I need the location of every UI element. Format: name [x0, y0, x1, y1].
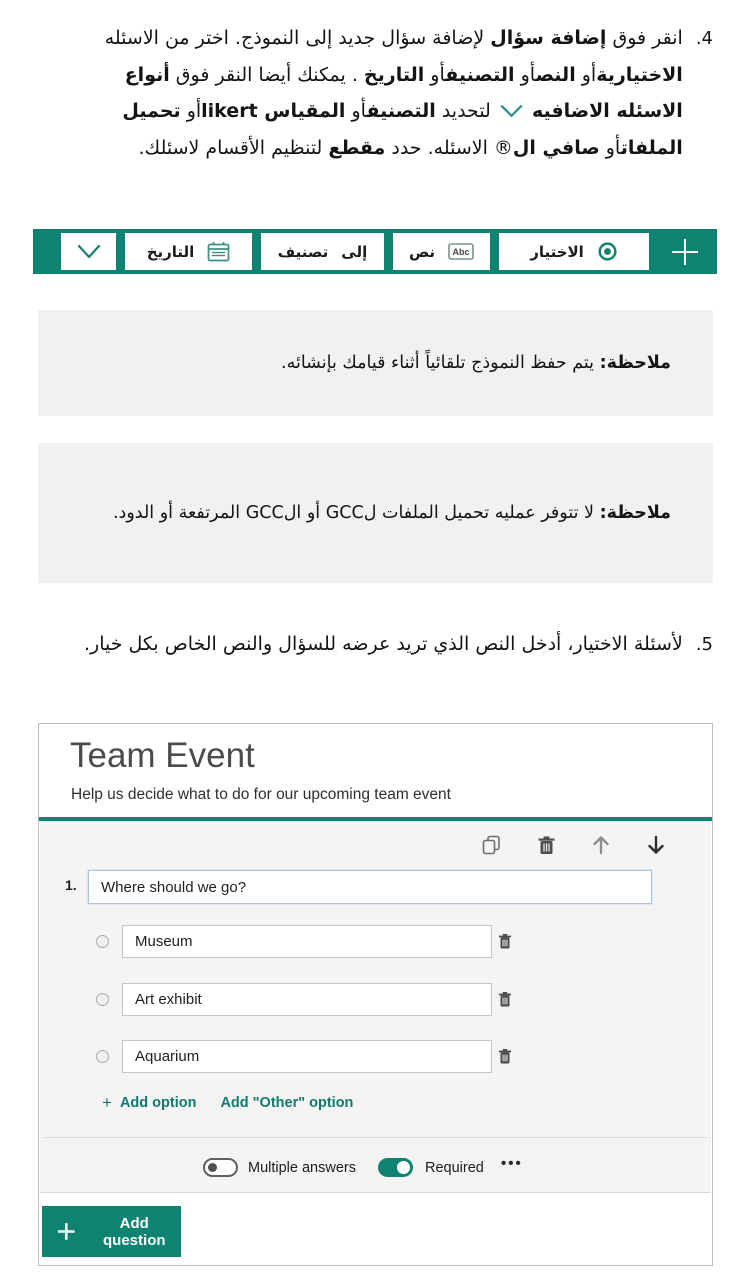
calendar-icon	[207, 241, 230, 262]
note-box-gcc	[38, 443, 713, 583]
delete-icon	[499, 992, 511, 1007]
text-question-button[interactable]	[393, 233, 490, 270]
option-radio[interactable]	[96, 935, 109, 948]
question-toolbar	[480, 834, 667, 856]
date-question-button[interactable]	[125, 233, 252, 270]
option-row	[40, 1040, 711, 1073]
form-title[interactable]: Team Event	[70, 736, 255, 775]
add-question-type-button[interactable]	[658, 229, 712, 274]
copy-icon	[482, 835, 501, 855]
question-text-input[interactable]: Where should we go?	[88, 870, 652, 904]
delete-option-button[interactable]	[499, 992, 511, 1010]
note-text: ملاحظة: يتم حفظ النموذج تلقائياً أثناء قيامك بإنشائه.	[281, 353, 671, 373]
rating-question-button[interactable]	[261, 233, 384, 270]
delete-question-button[interactable]	[535, 834, 557, 856]
delete-icon	[499, 1049, 511, 1064]
step-4-number: 4.	[695, 28, 713, 49]
plus-icon: +	[102, 1093, 112, 1112]
more-options-button[interactable]: •••	[501, 1155, 523, 1172]
question-number: 1.	[65, 877, 77, 893]
option-row	[40, 925, 711, 958]
move-down-icon	[647, 835, 665, 855]
add-question-button[interactable]: Add question	[42, 1206, 181, 1257]
question-editor	[40, 821, 711, 1193]
note-box-autosave	[38, 310, 713, 416]
move-up-button[interactable]	[590, 834, 612, 856]
radio-icon	[597, 241, 618, 262]
form-subtitle[interactable]: Help us decide what to do for our upcoming team event	[71, 786, 451, 803]
option-row	[40, 983, 711, 1016]
step-4-text: انقر فوق إضافة سؤال لإضافة سؤال جديد إلى النموذج. اختر من الاسئله الاختياريةأو النصأو التصنيفأو التاريخ . يمكنك أيضا النقر فوق أنواع الاسئله الاضافيه لتحديد التصنيفأو المقياس likertأو تحميل الملفاتأو صافي ال® الاسئله. حدد مقطع لتنظيم الأقسام لاسئلك.	[104, 27, 683, 159]
plus-icon	[666, 233, 704, 271]
note-label: ملاحظة:	[599, 503, 671, 523]
choice-question-button[interactable]	[499, 233, 649, 270]
plus-icon	[57, 1222, 76, 1241]
move-down-button[interactable]	[645, 834, 667, 856]
step-5-number: 5.	[695, 634, 713, 655]
option-radio[interactable]	[96, 993, 109, 1006]
forms-editor-card	[38, 723, 713, 1266]
more-question-types-button[interactable]	[61, 233, 116, 270]
add-option-row	[102, 1093, 353, 1113]
option-text-input[interactable]: Museum	[122, 925, 492, 958]
add-other-option-button[interactable]: Add "Other" option	[220, 1095, 354, 1111]
svg-text:Abc: Abc	[452, 247, 470, 257]
step-5	[57, 626, 713, 664]
divider	[44, 1137, 707, 1138]
delete-option-button[interactable]	[499, 1049, 511, 1067]
required-label: Required	[425, 1160, 484, 1176]
note-text: ملاحظة: لا تتوفر عمليه تحميل الملفات لGCC أو الGCC المرتفعة أو الدود.	[112, 503, 671, 523]
delete-icon	[499, 934, 511, 949]
option-text-input[interactable]: Aquarium	[122, 1040, 492, 1073]
delete-option-button[interactable]	[499, 934, 511, 952]
chevron-down-icon	[76, 243, 102, 261]
note-label: ملاحظة:	[599, 353, 671, 373]
option-radio[interactable]	[96, 1050, 109, 1063]
rating-label: تصنيف	[277, 242, 329, 261]
question-type-toolbar	[33, 229, 717, 274]
copy-question-button[interactable]	[480, 834, 502, 856]
move-up-icon	[592, 835, 610, 855]
multiple-answers-toggle[interactable]	[203, 1158, 238, 1177]
required-toggle[interactable]	[378, 1158, 413, 1177]
chevron-down-icon	[500, 104, 523, 119]
text-label: نص	[408, 242, 436, 261]
multiple-answers-label: Multiple answers	[248, 1160, 356, 1176]
step-5-text: لأسئلة الاختيار، أدخل النص الذي تريد عرضه للسؤال والنص الخاص بكل خيار.	[84, 633, 683, 655]
rating-icon-text: إلى	[341, 242, 368, 261]
add-option-button[interactable]: + Add option	[102, 1093, 197, 1112]
choice-label: الاختيار	[530, 242, 584, 261]
date-label: التاريخ	[146, 242, 195, 261]
option-text-input[interactable]: Art exhibit	[122, 983, 492, 1016]
delete-icon	[538, 836, 555, 855]
step-4	[73, 20, 713, 166]
abc-icon	[448, 243, 474, 260]
